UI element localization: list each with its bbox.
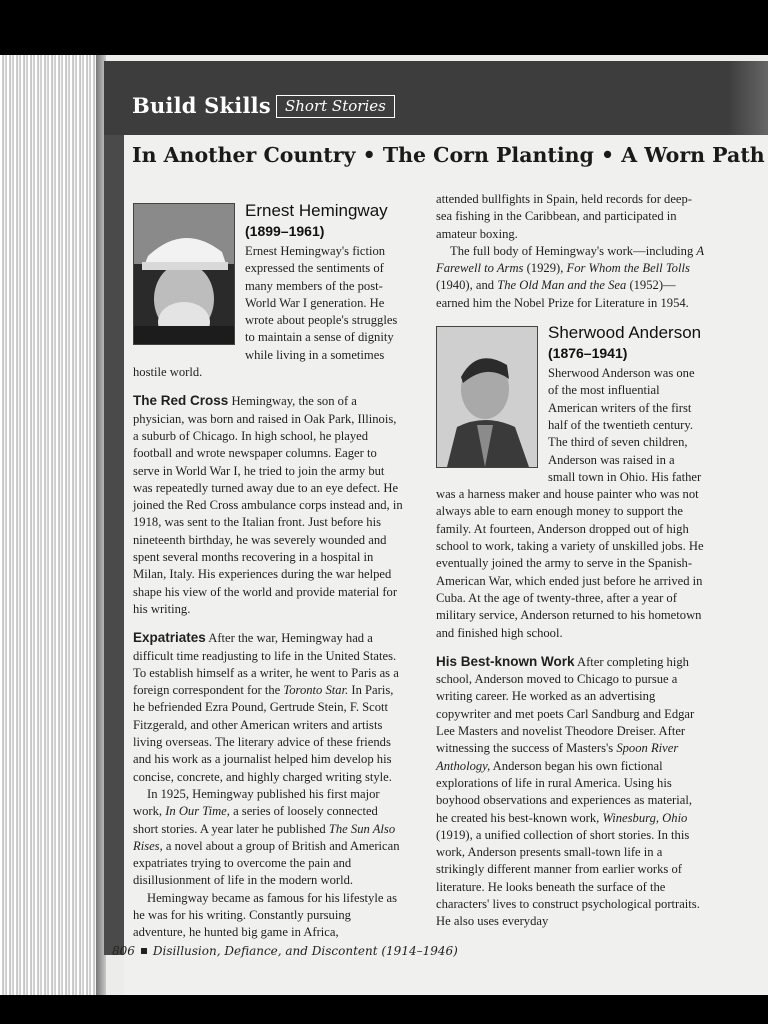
side-band: [104, 135, 124, 955]
toronto-star-title: Toronto Star.: [283, 683, 349, 698]
anderson-name: Sherwood Anderson: [548, 323, 702, 343]
section-label: Build Skills: [132, 93, 271, 118]
page-footer: [112, 944, 458, 958]
best-text-a: After completing high school, Anderson moved to Chicago to pursue a writing career. He worked as an advertising copywriter and met poets Carl Sandburg and Edgar Lee Masters and novelist Theodore Dreiser. After witnessing the success of Masters's: [436, 654, 695, 756]
anderson-intro: Sherwood Anderson was one of the most influential American writers of the first half of the twentieth century. The third of seven children, Anderson was raised in a small town in Ohio. His father was a harness maker and house painter who was not always able to earn enough money to support the family. At fourteen, Anderson dropped out of high school to work, taking a variety of unskilled jobs. He eventually joined the army to serve in the Spanish-American War, which ended just before he arrived in Cuba. At the age of twenty-three, after a year of military service, Anderson returned to his hometown and finished high school.: [436, 366, 704, 640]
fame-paragraph: Hemingway became as famous for his lifestyle as he was for his writing. Constantly pursuing adventure, he hunted big game in Africa,: [133, 890, 398, 940]
in-our-time-paragraph: [133, 786, 403, 890]
body-text-d: (1952)—earned him the Nobel Prize for Literature in 1954.: [436, 278, 689, 310]
best-text-c: (1919), a unified collection of short stories. In this work, Anderson presents small-town life in a strikingly different manner from earlier works of literature. He looks beneath the surface of the characters' lives to construct psychological portraits. He also uses everyday: [436, 827, 700, 929]
hemingway-portrait: [133, 203, 235, 345]
page-title: In Another Country • The Corn Planting • A Worn Path: [132, 143, 765, 167]
hemingway-dates: (1899–1961): [245, 223, 325, 239]
p1925-text-c: a novel about a group of British and American expatriates trying to overcome the pain and disillusionment of life in the modern world.: [133, 838, 400, 888]
left-column: [133, 201, 403, 942]
hemingway-name: Ernest Hemingway: [245, 201, 388, 220]
expatriates-text-a: After the war, Hemingway had a difficult time readjusting to life in the United States. To establish himself as a writer, he went to Paris as a foreign correspondent for the: [133, 631, 399, 698]
hemingway-continued: attended bullfights in Spain, held records for deep-sea fishing in the Caribbean, and participated in amateur boxing.: [436, 192, 693, 241]
body-text-b: (1929),: [523, 261, 567, 276]
body-text-a: The full body of Hemingway's work—including: [450, 243, 697, 258]
winesburg-title: Winesburg, Ohio: [602, 810, 688, 825]
hemingway-intro: Ernest Hemingway's fiction expressed the sentiments of many members of the post-World War I generation. He wrote about people's struggles to maintain a sense of dignity while living in a sometimes hostile world.: [133, 244, 398, 380]
footer-square-icon: [141, 948, 147, 954]
expatriates-heading: Expatriates: [133, 630, 206, 646]
expatriates-paragraph: [133, 629, 403, 786]
spoon-river-title: Spoon River Anthology,: [436, 741, 679, 773]
page-number: 806: [112, 944, 135, 958]
page-edges: [0, 55, 104, 995]
p1925-text-a: In 1925, Hemingway published his first major work,: [133, 786, 380, 819]
section-tag: Short Stories: [276, 95, 395, 118]
in-our-time-title: In Our Time,: [165, 804, 230, 819]
sun-also-rises-title: The Sun Also Rises,: [133, 821, 396, 853]
farewell-title: A Farewell to Arms: [436, 243, 704, 276]
unit-title: Disillusion, Defiance, and Discontent (1914–1946): [152, 944, 458, 958]
best-text-b: Anderson began his own fictional explorations of life in rural America. Using his boyhood observations and experiences as material, he created his best-known work,: [436, 758, 692, 825]
body-text-c: (1940), and: [436, 278, 498, 293]
red-cross-heading: The Red Cross: [133, 393, 229, 409]
bell-tolls-title: For Whom the Bell Tolls: [566, 261, 690, 276]
best-known-paragraph: [436, 653, 704, 931]
textbook-page: [0, 55, 768, 995]
red-cross-paragraph: [133, 392, 403, 618]
anderson-portrait: [436, 326, 538, 468]
red-cross-text: Hemingway, the son of a physician, was born and raised in Oak Park, Illinois, a suburb of Chicago. In high school, he played football and wrote newspaper columns. Eager to serve in World War I, he tried to join the army but was repeatedly turned away due to an eye defect. He joined the Red Cross ambulance corps instead and, in 1918, was sent to the Italian front. Just before his nineteenth birthday, he was severely wounded and spent several months recovering in a hospital in Milan, Italy. His experiences during the war helped shape his view of the world and provide material for his writing.: [133, 394, 403, 616]
full-body-paragraph: [436, 243, 704, 312]
right-column: [436, 191, 704, 931]
best-known-heading: His Best-known Work: [436, 653, 575, 669]
anderson-dates: (1876–1941): [548, 345, 628, 362]
expatriates-text-b: In Paris, he befriended Ezra Pound, Gertrude Stein, F. Scott Fitzgerald, and other American writers and artists living overseas. The literary advice of these friends and his work as a journalist helped him develop his concise, concrete, and highly charged writing style.: [133, 683, 394, 784]
old-man-title: The Old Man and the Sea: [497, 278, 627, 293]
p1925-text-b: a series of loosely connected short stories. A year later he published: [133, 804, 378, 836]
